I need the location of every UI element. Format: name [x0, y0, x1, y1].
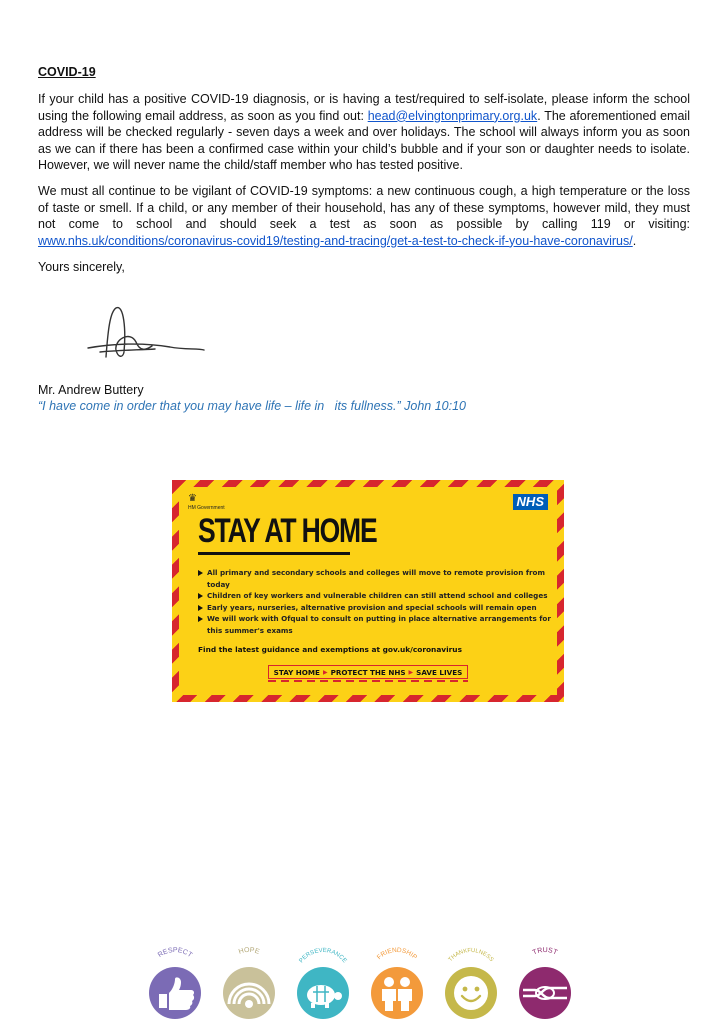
section-heading: COVID-19 — [38, 65, 96, 79]
smiley-icon — [439, 940, 503, 1024]
paragraph-text: We must all continue to be vigilant of COVID-19 symptoms: a new continuous cough, a high temperature or the loss of taste or smell. If a child, or any member of their household, has any of these symptoms, however mild, they must not come to school and should seek a test as soon as possible by calling 119 or visiting: — [38, 184, 690, 232]
poster-bullet: All primary and secondary schools and colleges will move to remote provision from today — [198, 567, 554, 590]
slogan-arrow-icon: ▶ — [408, 668, 414, 676]
stay-at-home-poster — [172, 480, 564, 702]
slogan-part: SAVE LIVES — [416, 667, 463, 677]
svg-text:RESPECT — [157, 947, 194, 960]
value-thankfulness — [439, 940, 503, 1024]
slogan-part: STAY HOME — [273, 667, 320, 677]
value-label: HOPE — [237, 946, 261, 956]
nhs-logo: NHS — [513, 494, 548, 510]
paragraph-text: . The aforementioned email address will be checked regularly - seven days a week and over holidays. The school will always inform you as soon as we can if there has been a confirmed case within your child’s bubble and if your son or daughter needs to isolate. However, we will never name the child/staff member who has tested positive. — [38, 108, 690, 173]
poster-title: STAY AT HOME — [198, 512, 377, 550]
paragraph-text: . — [632, 233, 637, 248]
svg-text:TRUST — [532, 947, 559, 957]
nhs-test-link[interactable]: www.nhs.uk/conditions/coronavirus-covid19/testing-and-tracing/get-a-test-to-check-if-you-have-coronavirus/ — [38, 233, 633, 248]
rainbow-icon — [217, 940, 281, 1024]
bible-verse: “I have come in order that you may have life – life in its fullness.” John 10:10 — [38, 399, 466, 413]
value-hope — [217, 940, 281, 1024]
svg-text:PERSEVERANCE — [299, 948, 348, 964]
poster-bullet-list — [198, 567, 554, 637]
thumbs-up-icon — [143, 940, 207, 1024]
poster-slogan — [268, 665, 468, 679]
crest-text: HM Government — [188, 505, 225, 511]
paragraph-symptoms — [38, 183, 690, 249]
value-trust — [513, 940, 577, 1024]
friends-icon — [365, 940, 429, 1024]
slogan-dash-line — [268, 680, 468, 682]
knot-icon — [513, 940, 577, 1024]
paragraph-isolation — [38, 91, 690, 174]
value-respect — [143, 940, 207, 1024]
value-label: FRIENDSHIP — [375, 946, 419, 962]
poster-bullet: Children of key workers and vulnerable children can still attend school and colleges — [198, 590, 554, 602]
value-label: RESPECT — [156, 946, 194, 960]
signer-name: Mr. Andrew Buttery — [38, 383, 144, 397]
value-label: TRUST — [531, 946, 559, 957]
slogan-arrow-icon: ▶ — [322, 668, 328, 676]
closing: Yours sincerely, — [38, 260, 125, 274]
school-values-row — [0, 940, 724, 1024]
paragraph-text: If your child has a positive COVID-19 diagnosis, or is having a test/required to self-isolate, please inform the school using the following email address, as soon as you find out: — [38, 92, 690, 123]
value-label: THANKFULNESS — [447, 947, 495, 964]
svg-text:FRIENDSHIP — [376, 947, 418, 961]
slogan-part: PROTECT THE NHS — [330, 667, 406, 677]
signature-image — [80, 300, 210, 365]
svg-text:HOPE — [238, 947, 261, 956]
poster-guidance: Find the latest guidance and exemptions at gov.uk/coronavirus — [198, 645, 462, 654]
svg-text:THANKFULNESS — [448, 948, 495, 963]
crest-icon: ♛ — [188, 493, 197, 504]
value-label: PERSEVERANCE — [298, 947, 348, 965]
hm-government-crest — [188, 494, 225, 511]
value-friendship — [365, 940, 429, 1024]
email-link[interactable]: head@elvingtonprimary.org.uk — [367, 108, 538, 123]
poster-bullet: We will work with Ofqual to consult on putting in place alternative arrangements for this summer's exams — [198, 613, 554, 636]
tortoise-icon — [291, 940, 355, 1024]
poster-bullet: Early years, nurseries, alternative provision and special schools will remain open — [198, 602, 554, 614]
title-underline — [198, 552, 350, 555]
value-perseverance — [291, 940, 355, 1024]
